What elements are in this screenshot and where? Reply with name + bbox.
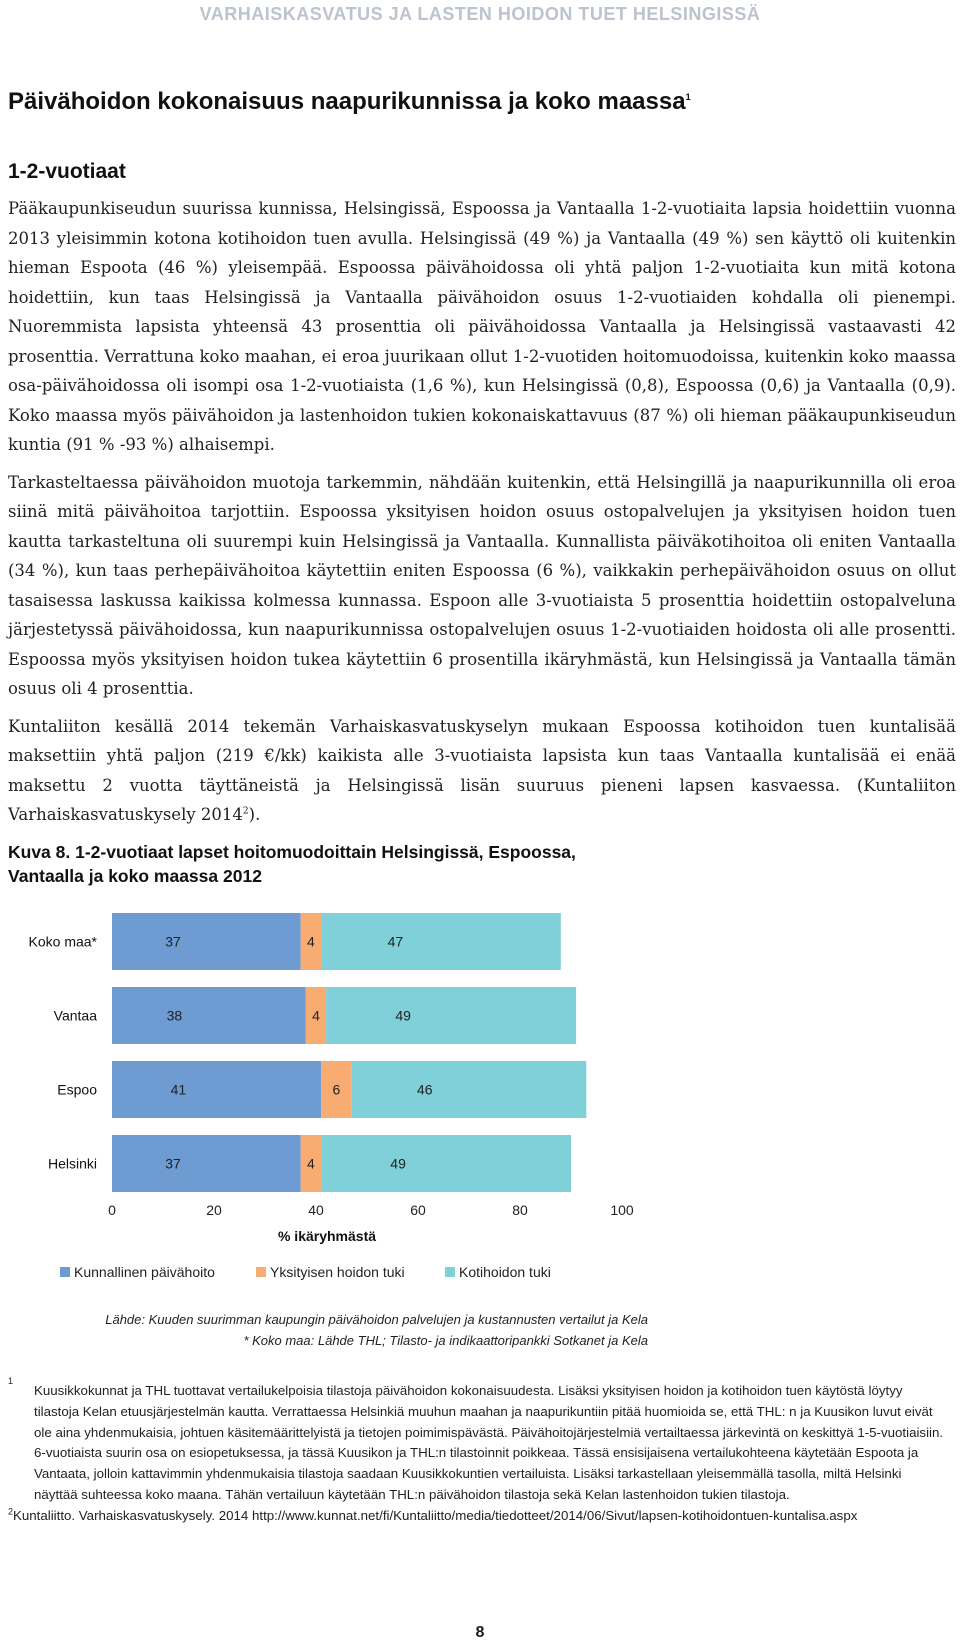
footnote-1: 1 Kuusikkokunnat ja THL tuottavat vertailukelpoisia tilastoja päivähoidon kokonaisuudesta. Lisäksi yksityisen hoidon ja kotihoidon tuen käytöstä löytyy tilastoja Kelan etuusjärjestelmän kautta. Verrattaessa Helsinkiä muuhun maahan ja naapurikuntiin pitää huomioida se, että THL: n ja Kuusikon luvut eivät ole aina yhdenmukaisia, johtuen käsitemäärittelyistä ja tietojen poimimispävästä. Päivähoitojärjestelmiä vertailtaessa järkevintä on keskittyä 1-5-vuotiaisiin. 6-vuotiaista suurin osa on esiopetuksessa, ja tässä Kuusikon ja THL:n tilastoinnit poikkeaa. Tässä ensisijaisena vertailukohteena käytetään Espoota ja Vantaata, jolloin kattavimmin yhdenmukaisia tilastoja saadaan Kuusikkokuntien vertailuista. Lisäksi tarkastellaan yleisemmällä tasolla, miltä Helsinki näyttää suhteessa koko maana. Tähän vertailuun käytetään THL:n päivähoidon tilastoja sekä Kelan lastenhoidon tukien tilastoja.	[8, 1376, 944, 1502]
footnote-2-mark: 2	[8, 1506, 14, 1517]
body-text	[8, 194, 956, 838]
figure-title-line-2: Vantaalla ja koko maassa 2012	[8, 866, 262, 886]
data-label-espoo-series-3: 46	[416, 1081, 433, 1098]
legend-label-1: Kunnallinen päivähoito	[74, 1264, 215, 1280]
paragraph-3-end: ).	[248, 805, 261, 824]
footnote-ref-2[interactable]: 2	[242, 806, 249, 817]
footnote-2-text: Kuntaliitto. Varhaiskasvatuskysely. 2014 http://www.kunnat.net/fi/Kuntaliitto/media/tiedotteet/2014/06/Sivut/lapsen-kotihoidontuen-kuntalisa.aspx	[13, 1507, 858, 1523]
category-label-vantaa: Vantaa	[53, 1007, 97, 1024]
data-label-koko-maa-series-1: 37	[165, 933, 181, 950]
footnote-ref-1[interactable]: 1	[685, 92, 691, 102]
bar-vantaa-series-3	[326, 987, 576, 1044]
data-label-vantaa-series-2: 4	[312, 1007, 320, 1024]
bar-espoo-series-3	[352, 1061, 587, 1118]
category-label-koko-maa: Koko maa*	[28, 933, 97, 950]
bar-vantaa-series-1	[112, 987, 306, 1044]
stacked-bar-chart	[0, 895, 960, 1325]
legend-swatch-1	[60, 1267, 70, 1277]
category-label-helsinki: Helsinki	[47, 1155, 97, 1172]
paragraph-1: Pääkaupunkiseudun suurissa kunnissa, Helsingissä, Espoossa ja Vantaalla 1-2-vuotiaita lapsia hoidettiin vuonna 2013 yleisimmin kotona kotihoidon tuen avulla. Helsingissä (49 %) ja Vantaalla (49 %) sen käyttö oli kuitenkin hieman Espoota (46 %) yleisempää. Espoossa päivähoidossa oli yhtä paljon 1-2-vuotiaita kun mitä kotona hoidettiin, kun taas Helsingissä ja Vantaalla päivähoidon osuus 1-2-vuotiaiden kohdalla oli pienempi. Nuoremmista lapsista yhteensä 43 prosenttia oli päivähoidossa Vantaalla ja Helsingissä vastaavasti 42 prosenttia. Verrattuna koko maahan, ei eroa juurikaan ollut 1-2-vuotiden hoitomuodoissa, kuitenkin koko maassa osa-päivähoidossa oli isompi osa 1-2-vuotiaista (1,6 %), kun Helsingissä (0,8), Espoossa (0,6) ja Vantaalla (0,9). Koko maassa myös päivähoidon ja lastenhoidon tukien kokonaiskattavuus (87 %) oli hieman pääkaupunkiseudun kuntia (91 % -93 %) alhaisempi.	[8, 199, 956, 454]
bar-espoo-series-1	[112, 1061, 321, 1118]
chart-source-note: * Koko maa: Lähde THL; Tilasto- ja indikaattoripankki Sotkanet ja Kela	[243, 1333, 648, 1348]
x-tick-label: 100	[610, 1202, 634, 1218]
page-number: 8	[475, 1624, 485, 1641]
paragraph-2: Tarkasteltaessa päivähoidon muotoja tarkemmin, nähdään kuitenkin, että Helsingillä ja naapurikunnilla oli eroa siinä mitä päivähoitoa tarjottiin. Espoossa yksityisen hoidon osuus ostopalvelujen ja yksityisen hoidon tuen kautta tarkasteltuna oli suurempi kuin Helsingissä ja Vantaalla. Kunnallista päiväkotihoitoa oli eniten Vantaalla (34 %), kun taas perhepäivähoitoa käytettiin eniten Espoossa (6 %), vaikkakin perhepäivähoidon osuus on ollut tasaisessa laskussa kaikissa kolmessa kunnassa. Espoon alle 3-vuotiaista 5 prosenttia hoidettiin ostopalveluna järjestetyssä päivähoidossa, kun naapurikunnissa ostopalvelujen osuus 1-2-vuotiaiden hoidosta oli alle prosentti. Espoossa myös yksityisen hoidon tukea käytettiin 6 prosentilla ikäryhmästä, kun Helsingissä ja Vantaalla tämän osuus oli 4 prosenttia.	[8, 472, 956, 698]
figure-title-line-1: Kuva 8. 1-2-vuotiaat lapset hoitomuodoittain Helsingissä, Espoossa,	[8, 842, 576, 862]
legend-swatch-2	[256, 1267, 266, 1277]
legend-label-3: Kotihoidon tuki	[459, 1264, 551, 1280]
footnotes	[8, 1376, 948, 1527]
figure-title	[8, 840, 576, 888]
x-tick-label: 40	[308, 1202, 324, 1218]
x-tick-label: 60	[410, 1202, 426, 1218]
x-axis-label: % ikäryhmästä	[277, 1228, 377, 1244]
data-label-koko-maa-series-2: 4	[307, 933, 315, 950]
data-label-helsinki-series-1: 37	[165, 1155, 181, 1172]
x-tick-label: 0	[108, 1202, 116, 1218]
bar-koko-maa-series-3	[321, 913, 561, 970]
data-label-espoo-series-2: 6	[332, 1081, 341, 1098]
chart-source: Lähde: Kuuden suurimman kaupungin päivähoidon palvelujen ja kustannusten vertailut ja Kela	[105, 1312, 648, 1327]
data-label-espoo-series-1: 41	[170, 1081, 187, 1098]
paragraph-3	[8, 712, 956, 830]
footnote-1-text: Kuusikkokunnat ja THL tuottavat vertailukelpoisia tilastoja päivähoidon kokonaisuudesta. Lisäksi yksityisen hoidon ja kotihoidon tuen käytöstä löytyy tilastoja Kelan etuusjärjestelmän kautta. Verrattaessa Helsinkiä muuhun maahan ja naapurikuntiin pitää huomioida se, että THL: n ja Kuusikon luvut eivät ole aina yhdenmukaisia, johtuen käsitemäärittelyistä ja tietojen poimimispävästä. Päivähoitojärjestelmiä vertailtaessa järkevintä on keskittyä 1-5-vuotiaisiin. 6-vuotiaista suurin osa on esiopetuksessa, ja tässä Kuusikon ja THL:n tilastoinnit poikkeaa. Tässä ensisijaisena vertailukohteena käytetään Espoota ja Vantaata, jolloin kattavimmin yhdenmukaisia tilastoja saadaan Kuusikkokuntien vertailuista. Lisäksi tarkastellaan yleisemmällä tasolla, miltä Helsinki näyttää suhteessa koko maana. Tähän vertailuun käytetään THL:n päivähoidon tilastoja sekä Kelan lastenhoidon tukien tilastoja.	[34, 1383, 944, 1502]
data-label-koko-maa-series-3: 47	[387, 933, 404, 950]
bar-helsinki-series-3	[321, 1135, 571, 1192]
legend-swatch-3	[445, 1267, 455, 1277]
running-header: VARHAISKASVATUS JA LASTEN HOIDON TUET HELSINGISSÄ	[199, 4, 761, 24]
data-label-vantaa-series-1: 38	[166, 1007, 183, 1024]
data-label-helsinki-series-2: 4	[307, 1155, 315, 1172]
legend-label-2: Yksityisen hoidon tuki	[270, 1264, 405, 1280]
x-tick-label: 20	[206, 1202, 222, 1218]
bar-helsinki-series-1	[112, 1135, 301, 1192]
data-label-helsinki-series-3: 49	[390, 1155, 406, 1172]
paragraph-3-text: Kuntaliiton kesällä 2014 tekemän Varhaiskasvatuskyselyn mukaan Espoossa kotihoidon tuen kuntalisää maksettiin yhtä paljon (219 €/kk) kaikista alle 3-vuotiaista lapsista kun taas Vantaalla kuntalisää ei enää maksettu 2 vuotta täyttäneistä ja Helsingissä lisän suuruus pieneni lapsen kasvaessa. (Kuntaliiton Varhaiskasvatuskysely 2014	[8, 716, 956, 824]
footnote-2	[8, 1506, 948, 1527]
page-title	[8, 88, 691, 116]
category-label-espoo: Espoo	[57, 1081, 97, 1098]
page-title-text: Päivähoidon kokonaisuus naapurikunnissa ja koko maassa	[8, 88, 686, 115]
section-subtitle: 1-2-vuotiaat	[8, 160, 126, 183]
data-label-vantaa-series-3: 49	[395, 1007, 411, 1024]
x-tick-label: 80	[512, 1202, 528, 1218]
bar-koko-maa-series-1	[112, 913, 301, 970]
